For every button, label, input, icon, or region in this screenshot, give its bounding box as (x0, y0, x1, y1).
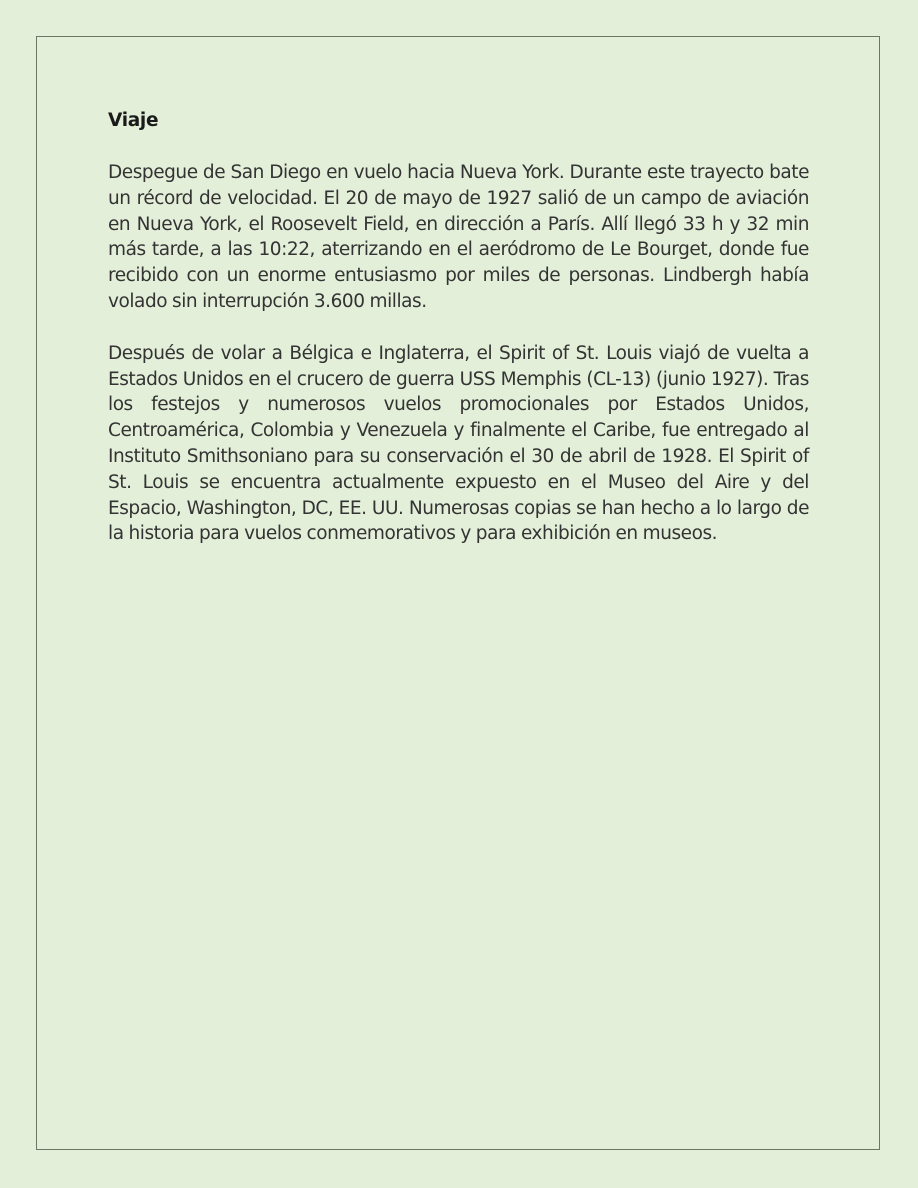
section-heading: Viaje (108, 110, 159, 131)
paragraph-return: Después de volar a Bélgica e Inglaterra, el Spirit of St. Louis viajó de vuelta a Estados Unidos en el crucero de guerra USS Memphis (CL-13) (junio 1927). Tras los festejos y numerosos vuelos promocionales por Estados Unidos, Centroamérica, Colombia y Venezuela y finalmente el Caribe, fue entregado al Instituto Smithsoniano para su conservación el 30 de abril de 1928. El Spirit of St. Louis se encuentra actualmente expuesto en el Museo del Aire y del Espacio, Washington, DC, EE. UU. Numerosas copias se han hecho a lo largo de la historia para vuelos conmemorativos y para exhibición en museos. (108, 342, 809, 545)
document-body (108, 108, 809, 573)
paragraph-flight: Despegue de San Diego en vuelo hacia Nueva York. Durante este trayecto bate un récord de velocidad. El 20 de mayo de 1927 salió de un campo de aviación en Nueva York, el Roosevelt Field, en dirección a París. Allí llegó 33 h y 32 min más tarde, a las 10:22, aterrizando en el aeródromo de Le Bourget, donde fue recibido con un enorme entusiasmo por miles de personas. Lindbergh había volado sin interrupción 3.600 millas. (108, 162, 809, 312)
